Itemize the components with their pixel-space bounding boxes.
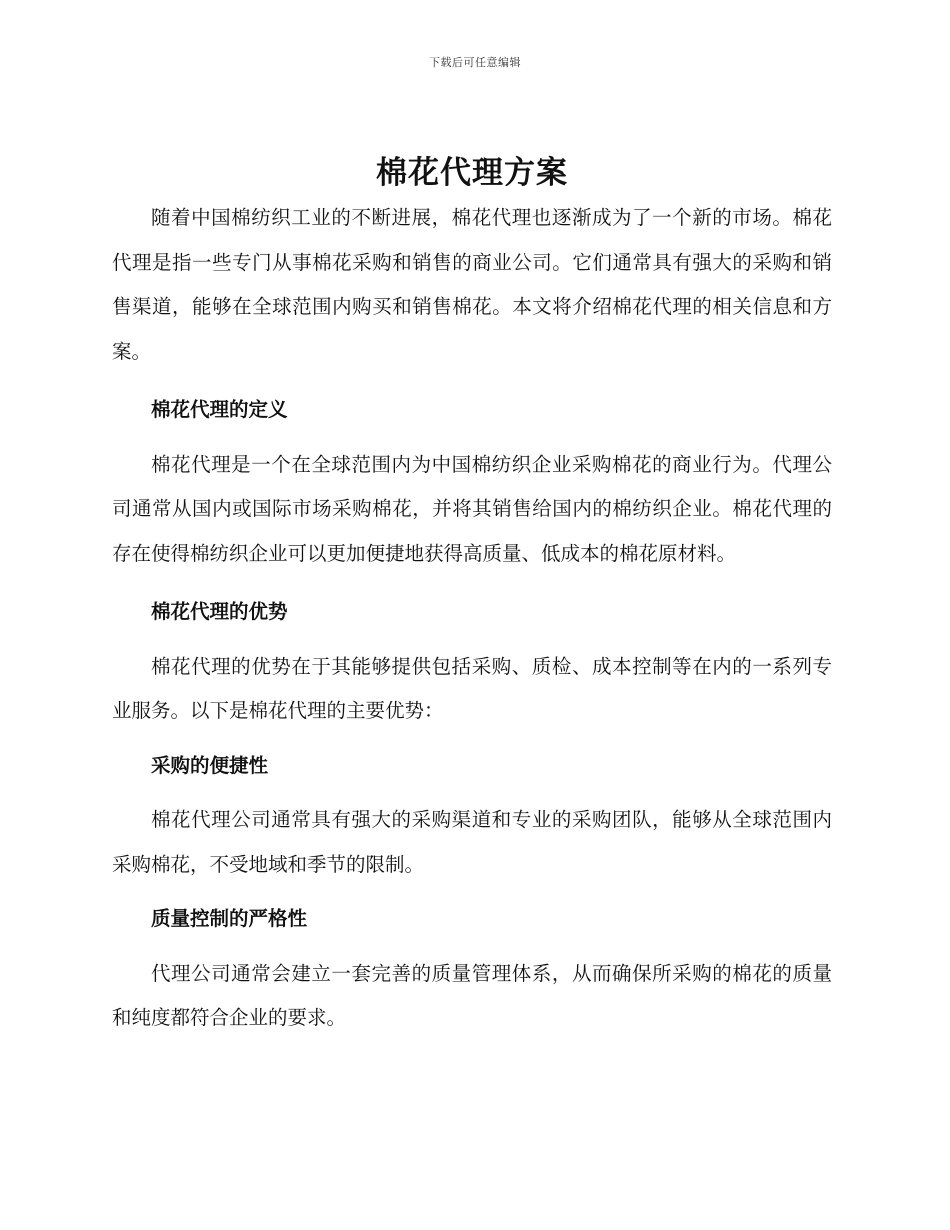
section-heading-quality: 质量控制的严格性 [151,907,308,930]
section-body-procurement: 棉花代理公司通常具有强大的采购渠道和专业的采购团队，能够从全球范围内采购棉花，不受地域和季节的限制。 [112,808,832,876]
section-heading-procurement: 采购的便捷性 [151,753,269,777]
document-body [112,150,832,1041]
section-body-definition: 棉花代理是一个在全球范围内为中国棉纺织企业采购棉花的商业行为。代理公司通常从国内或国际市场采购棉花，并将其销售给国内的棉纺织企业。棉花代理的存在使得棉纺织企业可以更加便捷地获得高质量、低成本的棉花原材料。 [112,452,832,565]
section-body-advantages: 棉花代理的优势在于其能够提供包括采购、质检、成本控制等在内的一系列专业服务。以下是棉花代理的主要优势： [112,654,832,722]
section-heading-advantages: 棉花代理的优势 [151,600,288,623]
document-title: 棉花代理方案 [376,155,568,191]
intro-paragraph: 随着中国棉纺织工业的不断进展，棉花代理也逐渐成为了一个新的市场。棉花代理是指一些专门从事棉花采购和销售的商业公司。它们通常具有强大的采购和销售渠道，能够在全球范围内购买和销售棉花。本文将介绍棉花代理的相关信息和方案。 [112,206,832,363]
section-body-quality: 代理公司通常会建立一套完善的质量管理体系，从而确保所采购的棉花的质量和纯度都符合企业的要求。 [112,961,832,1029]
section-heading-definition: 棉花代理的定义 [151,398,288,421]
header-note: 下载后可任意编辑 [429,56,521,69]
